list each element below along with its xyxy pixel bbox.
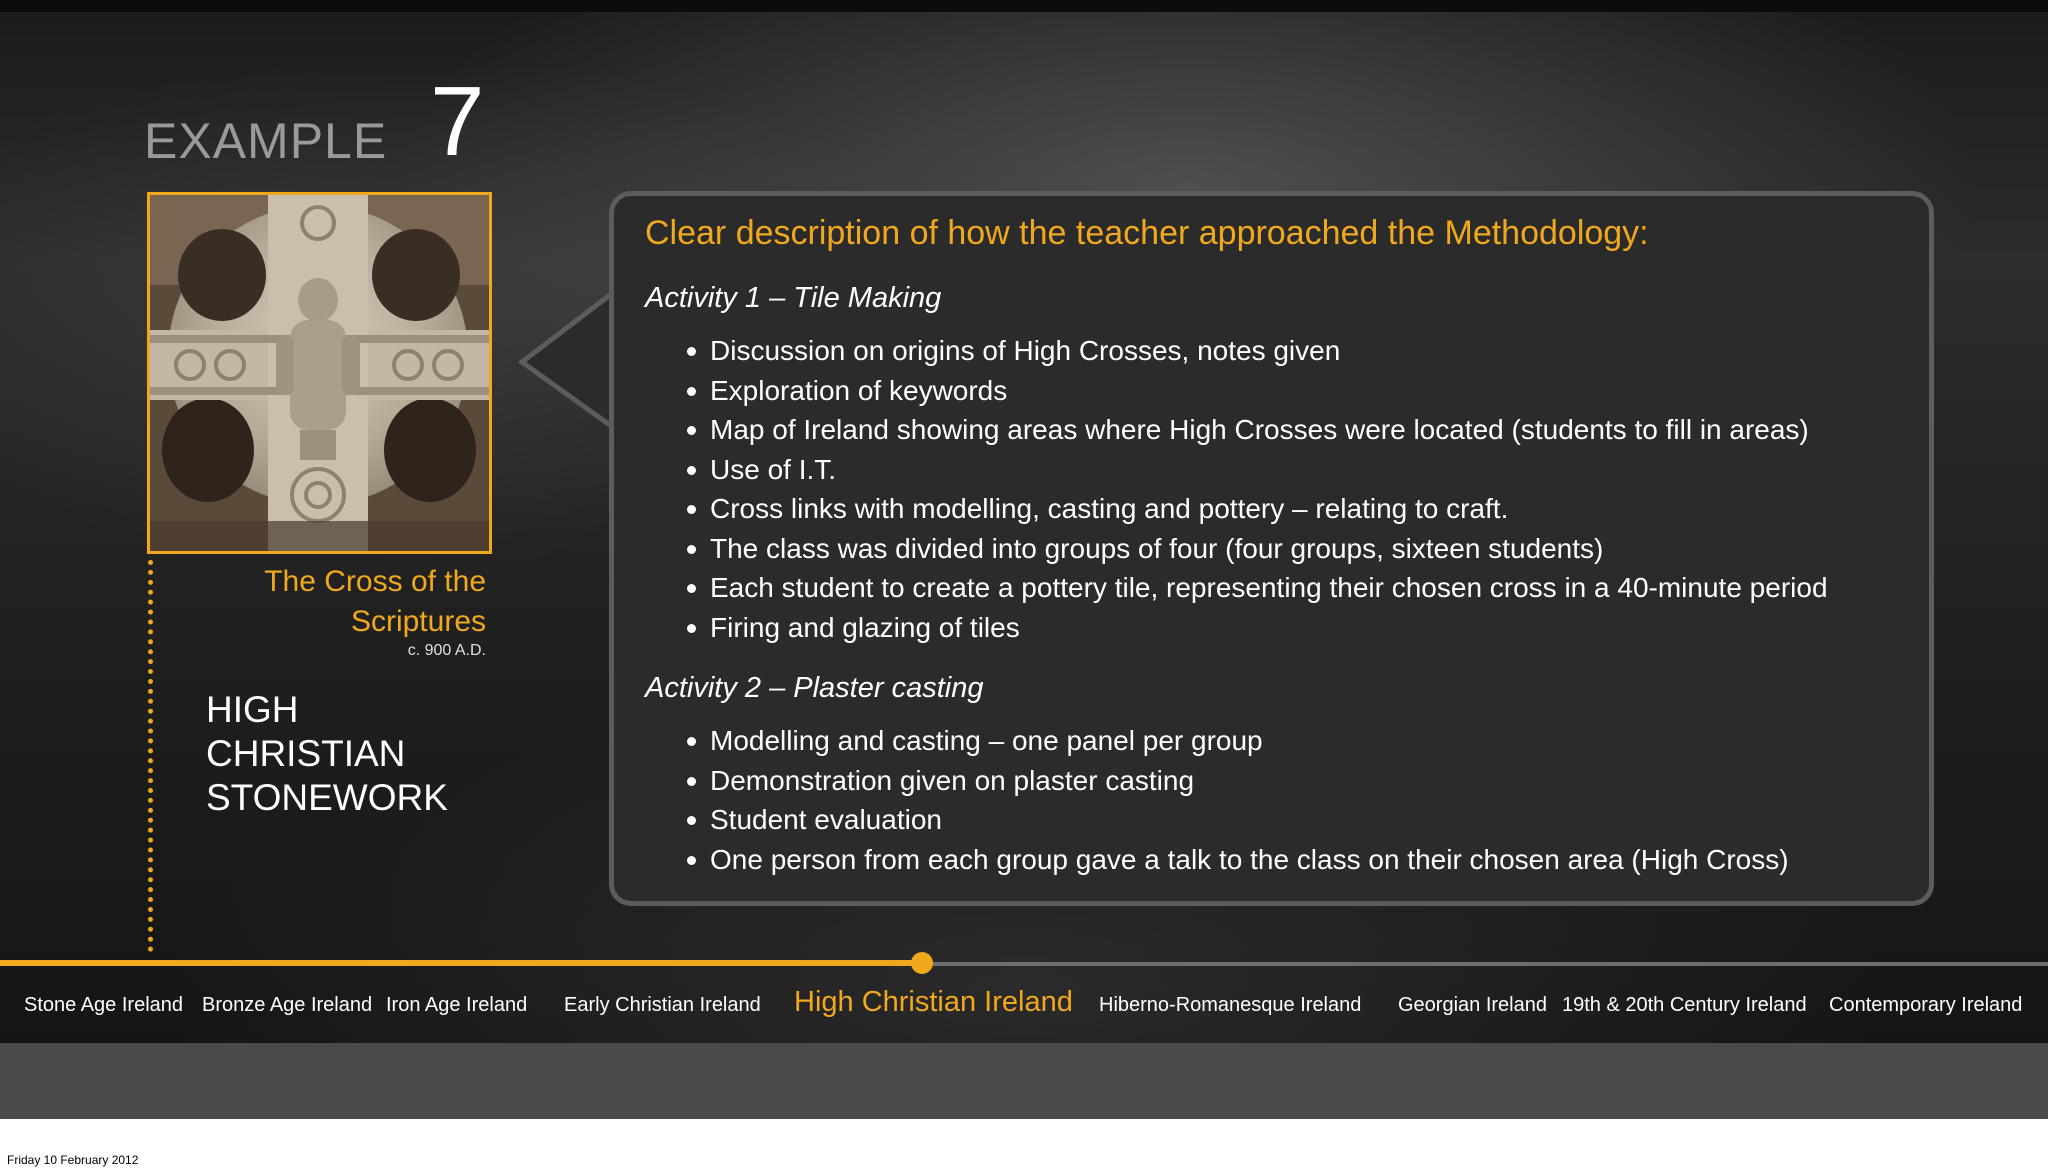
dotted-connector	[148, 560, 153, 952]
timeline-tab-contemporary[interactable]: Contemporary Ireland	[1829, 994, 2023, 1016]
high-cross-image	[147, 192, 492, 554]
methodology-heading: Clear description of how the teacher approached the Methodology:	[645, 214, 1649, 252]
timeline-marker[interactable]	[911, 952, 933, 974]
bottom-band	[0, 1043, 2048, 1119]
era-heading-line: STONEWORK	[206, 777, 448, 818]
timeline-tab-bronze-age[interactable]: Bronze Age Ireland	[202, 994, 373, 1016]
activity-2-list	[684, 721, 1789, 879]
top-bar	[0, 0, 2048, 12]
list-item: The class was divided into groups of four (four groups, sixteen students)	[684, 529, 1828, 569]
timeline-tab-stone-age[interactable]: Stone Age Ireland	[24, 994, 184, 1016]
artwork-title: The Cross of the Scriptures	[264, 565, 486, 638]
footer-date: Friday 10 February 2012	[7, 1153, 139, 1167]
timeline-tab-early-christian[interactable]: Early Christian Ireland	[564, 994, 761, 1016]
celtic-cross-illustration	[150, 195, 489, 551]
list-item: Exploration of keywords	[684, 371, 1828, 411]
activity-1-list	[684, 331, 1828, 647]
artwork-date: c. 900 A.D.	[407, 642, 486, 659]
timeline-tab-hiberno-romanesque[interactable]: Hiberno-Romanesque Ireland	[1099, 994, 1362, 1016]
timeline-tab-19th-20th-century[interactable]: 19th & 20th Century Ireland	[1562, 994, 1807, 1016]
list-item: Discussion on origins of High Crosses, notes given	[684, 331, 1828, 371]
era-heading-line: CHRISTIAN	[206, 733, 406, 774]
activity-2-title: Activity 2 – Plaster casting	[645, 672, 984, 704]
list-item: Cross links with modelling, casting and pottery – relating to craft.	[684, 489, 1828, 529]
era-heading	[206, 688, 448, 820]
speech-bubble-pointer	[514, 290, 614, 440]
list-item: Student evaluation	[684, 800, 1789, 840]
list-item: One person from each group gave a talk to the class on their chosen area (High Cross)	[684, 840, 1789, 880]
list-item: Use of I.T.	[684, 450, 1828, 490]
timeline-tab-high-christian[interactable]: High Christian Ireland	[794, 986, 1073, 1018]
timeline-progress-bar	[0, 960, 922, 966]
example-label: EXAMPLE	[144, 113, 388, 169]
list-item: Modelling and casting – one panel per group	[684, 721, 1789, 761]
activity-1-title: Activity 1 – Tile Making	[645, 282, 942, 314]
list-item: Demonstration given on plaster casting	[684, 761, 1789, 801]
list-item: Firing and glazing of tiles	[684, 608, 1828, 648]
list-item: Map of Ireland showing areas where High Crosses were located (students to fill in areas)	[684, 410, 1828, 450]
timeline-tab-georgian[interactable]: Georgian Ireland	[1398, 994, 1547, 1016]
example-number: 7	[430, 66, 485, 176]
list-item: Each student to create a pottery tile, representing their chosen cross in a 40-minute period	[684, 568, 1828, 608]
timeline-tab-iron-age[interactable]: Iron Age Ireland	[386, 994, 528, 1016]
era-heading-line: HIGH	[206, 689, 299, 730]
